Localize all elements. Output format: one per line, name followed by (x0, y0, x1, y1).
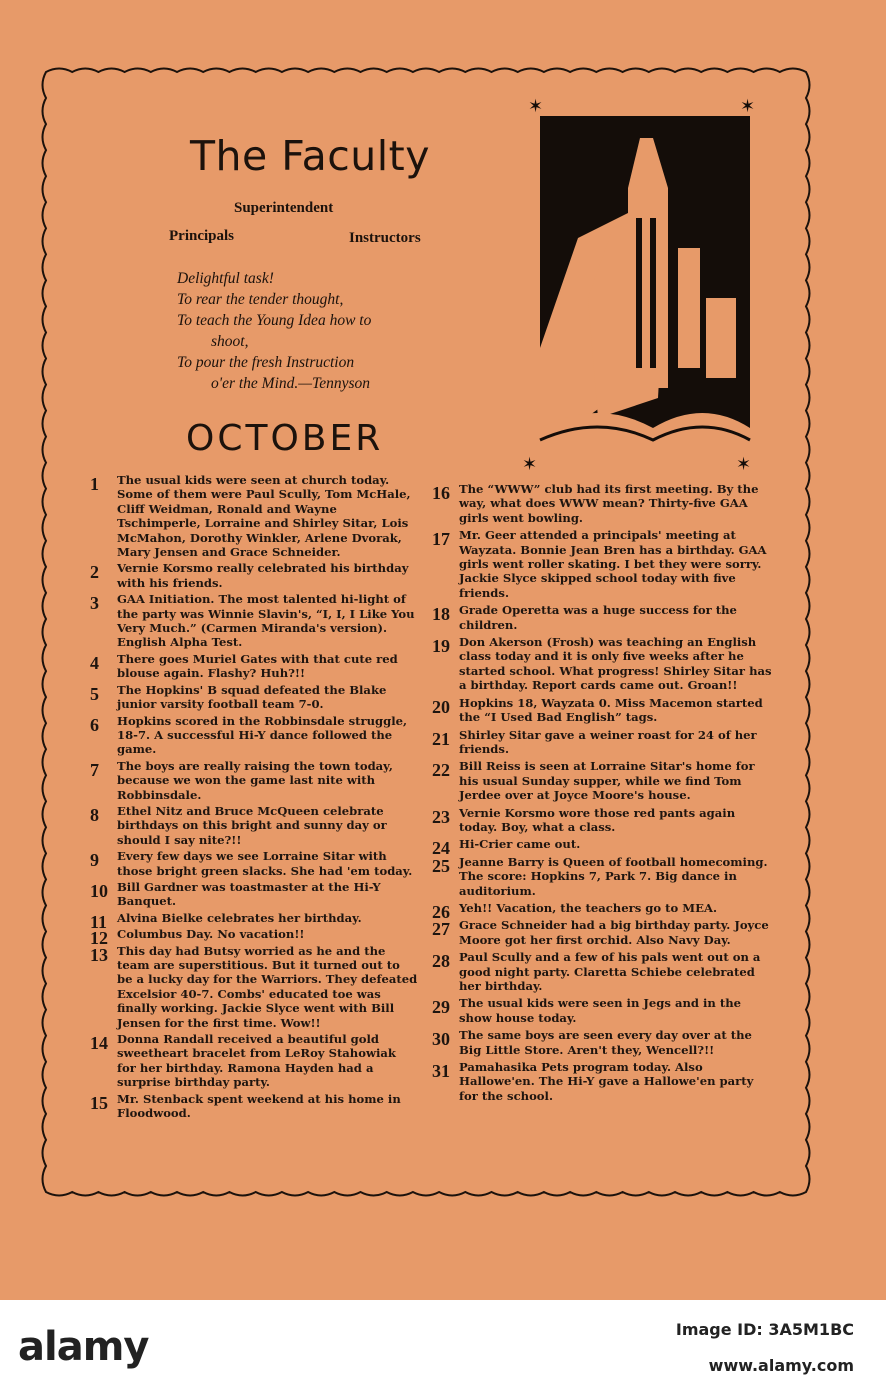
entry-text: There goes Muriel Gates with that cute red blouse again. Flashy? Huh?!! (117, 651, 398, 681)
poem-line: o'er the Mind.—Tennyson (211, 375, 371, 392)
poem-line: shoot, (211, 333, 249, 350)
calendar-column-right (432, 482, 774, 1106)
calendar-entry (432, 728, 774, 757)
entry-text: Donna Randall received a beautiful gold sweetheart bracelet from LeRoy Stahowiak for her birthday. Ramona Hayden had a surprise birthday party. (117, 1032, 396, 1090)
day-number: 30 (432, 1029, 450, 1050)
entry-text: Pamahasika Pets program today. Also Hallowe'en. The Hi-Y gave a Hallowe'en party for the school. (459, 1060, 754, 1103)
svg-text:✶: ✶ (740, 98, 756, 117)
entry-text: Alvina Bielke celebrates her birthday. (117, 910, 362, 925)
svg-text:✶: ✶ (528, 98, 544, 117)
alamy-logo: alamy (18, 1324, 149, 1370)
entry-text: The usual kids were seen at church today. Some of them were Paul Scully, Tom McHale, Cliff Weidman, Ronald and Wayne Tschimperle, Lorraine and Shirley Sitar, Lois McMahon, Dorothy Winkler, Arlene Dvorak, Mary Jensen and Grace Schneider. (117, 473, 411, 560)
day-number: 20 (432, 696, 450, 717)
entry-text: Every few days we see Lorraine Sitar with those bright green slacks. She had 'em today. (117, 849, 413, 878)
entry-text: Bill Gardner was toastmaster at the Hi-Y Banquet. (117, 879, 381, 909)
role-superintendent: Superintendent (234, 200, 334, 216)
calendar-entry (432, 855, 774, 898)
day-number: 25 (432, 855, 450, 876)
day-number: 4 (90, 652, 99, 673)
calendar-entry (432, 603, 774, 632)
calendar-entry (432, 950, 774, 993)
calendar-entry (90, 880, 418, 909)
entry-text: Shirley Sitar gave a weiner roast for 24 of her friends. (459, 727, 757, 756)
entry-text: The Hopkins' B squad defeated the Blake junior varsity football team 7-0. (117, 682, 387, 712)
day-number: 10 (90, 880, 108, 901)
day-number: 2 (90, 562, 99, 583)
image-id: Image ID: 3A5M1BC (675, 1320, 854, 1339)
calendar-entry (90, 714, 418, 757)
calendar-entry (432, 696, 774, 725)
entry-text: Hi-Crier came out. (459, 837, 581, 852)
day-number: 12 (90, 928, 108, 949)
calendar-entry (90, 910, 418, 932)
calendar-entry (432, 918, 774, 947)
stock-footer (0, 1300, 886, 1390)
day-number: 27 (432, 919, 450, 940)
calendar-entry (90, 561, 418, 590)
day-number: 11 (90, 911, 108, 932)
calendar-entry (90, 683, 418, 712)
day-number: 6 (90, 714, 99, 735)
poem-line: To rear the tender thought, (177, 291, 344, 308)
entry-text: Vernie Korsmo really celebrated his birthday with his friends. (117, 561, 409, 590)
calendar-entry (90, 849, 418, 878)
poem-line: To pour the fresh Instruction (177, 354, 355, 371)
day-number: 15 (90, 1092, 108, 1113)
calendar-entry (432, 528, 774, 600)
entry-text: GAA Initiation. The most talented hi-light of the party was Winnie Slavin's, “I, I, I Like You Very Much.” (Carmen Miranda's version). English Alpha Test. (117, 592, 415, 650)
entry-text: Mr. Geer attended a principals' meeting at Wayzata. Bonnie Jean Bren has a birthday. GAA girls went roller skating. I bet they were sorry. Jackie Slyce skipped school today with five friends. (459, 528, 767, 600)
entry-text: Hopkins scored in the Robbinsdale struggle, 18-7. A successful Hi-Y dance followed the game. (117, 713, 408, 757)
entry-text: The “WWW” club had its first meeting. By the way, what does WWW mean? Thirty-five GAA girls went bowling. (459, 482, 759, 525)
calendar-entry (432, 1060, 774, 1103)
calendar-entry (432, 759, 774, 802)
day-number: 1 (90, 474, 99, 494)
poem-line: To teach the Young Idea how to (177, 312, 372, 329)
entry-text: Grace Schneider had a big birthday party. Joyce Moore got her first orchid. Also Navy Day. (459, 918, 769, 947)
day-number: 31 (432, 1061, 450, 1082)
day-number: 29 (432, 997, 450, 1018)
calendar-entry (90, 1032, 418, 1090)
day-number: 21 (432, 728, 450, 749)
site-url: www.alamy.com (708, 1356, 854, 1375)
calendar-entry (432, 996, 774, 1025)
calendar-entry (90, 944, 418, 1030)
day-number: 18 (432, 604, 450, 625)
calendar-entry (90, 592, 418, 650)
calendar-entry (432, 806, 774, 835)
day-number: 24 (432, 838, 450, 859)
calendar-column-left (90, 473, 418, 1122)
svg-text:✶: ✶ (522, 454, 538, 470)
day-number: 9 (90, 850, 99, 871)
day-number: 3 (90, 593, 99, 614)
calendar-entry (432, 900, 774, 922)
calendar-entry (90, 804, 418, 847)
calendar-entry (432, 635, 774, 693)
entry-text: The same boys are seen every day over at the Big Little Store. Aren't they, Wencell?!! (459, 1028, 752, 1057)
calendar-entry (90, 759, 418, 802)
day-number: 7 (90, 759, 99, 780)
entry-text: Columbus Day. No vacation!! (117, 927, 305, 942)
calendar-entry (432, 837, 774, 859)
day-number: 13 (90, 944, 108, 965)
entry-text: Don Akerson (Frosh) was teaching an English class today and it is only five weeks after he started school. What progress! Shirley Sitar has a birthday. Report cards came out. Groan!! (459, 635, 772, 693)
day-number: 17 (432, 529, 450, 550)
role-principals: Principals (169, 228, 235, 244)
entry-text: Jeanne Barry is Queen of football homecoming. The score: Hopkins 7, Park 7. Big dance in auditorium. (459, 854, 768, 898)
day-number: 26 (432, 901, 450, 922)
day-number: 23 (432, 806, 450, 827)
entry-text: Bill Reiss is seen at Lorraine Sitar's home for his usual Sunday supper, while we find Tom Jerdee over at Joyce Moore's house. (459, 759, 755, 803)
calendar-entry (90, 473, 418, 559)
entry-text: Mr. Stenback spent weekend at his home in Floodwood. (117, 1091, 401, 1121)
page-title: The Faculty (190, 132, 430, 180)
calendar-entry (432, 482, 774, 525)
role-instructors: Instructors (349, 230, 421, 246)
day-number: 8 (90, 804, 99, 825)
day-number: 22 (432, 760, 450, 781)
svg-text:✶: ✶ (736, 454, 752, 470)
day-number: 28 (432, 951, 450, 972)
skyscraper-illustration (518, 98, 768, 470)
calendar-entry (90, 652, 418, 681)
entry-text: The boys are really raising the town today, because we won the game last nite with Robbinsdale. (117, 758, 393, 802)
entry-text: Ethel Nitz and Bruce McQueen celebrate birthdays on this bright and sunny day or should I say nite?!! (117, 803, 387, 847)
entry-text: Paul Scully and a few of his pals went out on a good night party. Claretta Schiebe celebrated her birthday. (459, 950, 761, 993)
entry-text: Vernie Korsmo wore those red pants again today. Boy, what a class. (459, 805, 736, 834)
tennyson-quote (177, 268, 447, 394)
entry-text: This day had Butsy worried as he and the team are superstitious. But it turned out to be a lucky day for the Warriors. They defeated Excelsior 40-7. Combs' educated toe was finally working. Jackie Slyce went with Bill Jensen for the first time. Wow!! (117, 943, 418, 1030)
day-number: 5 (90, 683, 99, 704)
calendar-entry (90, 1092, 418, 1121)
entry-text: The usual kids were seen in Jegs and in the show house today. (459, 996, 742, 1025)
day-number: 16 (432, 483, 450, 503)
entry-text: Yeh!! Vacation, the teachers go to MEA. (459, 900, 717, 915)
day-number: 19 (432, 636, 450, 657)
day-number: 14 (90, 1033, 108, 1054)
month-heading: OCTOBER (186, 418, 384, 459)
entry-text: Hopkins 18, Wayzata 0. Miss Macemon started the “I Used Bad English” tags. (459, 695, 763, 725)
calendar-entry (432, 1028, 774, 1057)
calendar-entry (90, 927, 418, 949)
poem-line: Delightful task! (177, 270, 274, 287)
entry-text: Grade Operetta was a huge success for the children. (459, 603, 737, 632)
